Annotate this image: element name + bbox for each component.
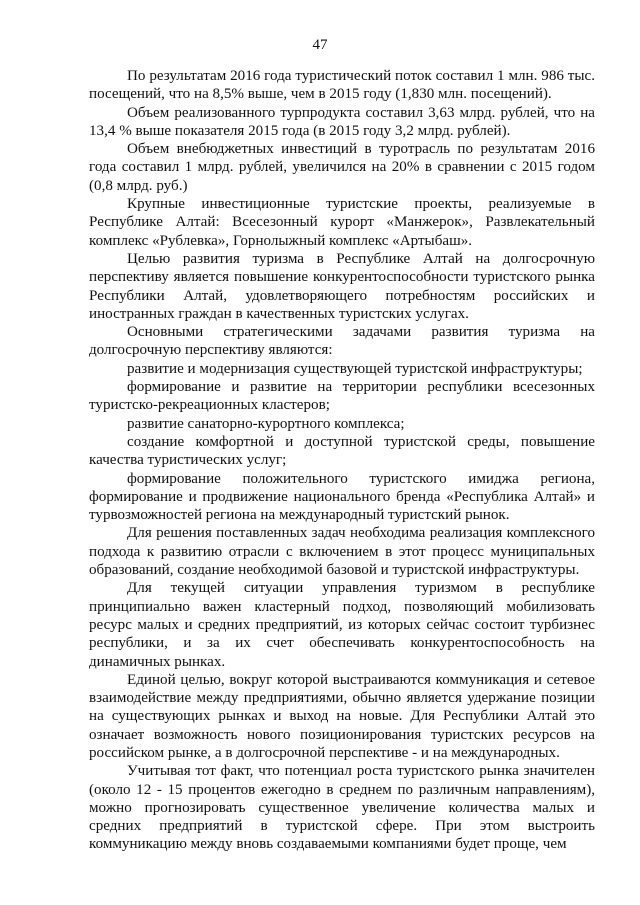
paragraph-development-goal: Целью развития туризма в Республике Алтай на долгосрочную перспективу является повышение конкурентоспособности туристского рынка Республики Алтай, удовлетворяющего потребностям российских и иностранных граждан в качественных туристских услугах. [89,250,595,322]
page-number: 47 [312,37,328,53]
paragraph-complex-approach: Для решения поставленных задач необходима реализация комплексного подхода к развитию отрасли с включением в этот процесс муниципальных образований, создание необходимой базовой и туристской инфраструктуры. [89,525,595,579]
paragraph-investment-projects: Крупные инвестиционные туристские проекты, реализуемые в Республике Алтай: Всесезонный курорт «Манжерок», Развлекательный комплекс «Рублевка», Горнолыжный комплекс «Артыбаш». [89,196,595,249]
document-body [89,67,595,854]
paragraph-market-growth: Учитывая тот факт, что потенциал роста туристского рынка значителен (около 12 - 15 процентов ежегодно в среднем по различным направлениям), можно прогнозировать существенное увеличение количества малых и средних предприятий в туристской сфере. При этом выстроить коммуникацию между вновь создаваемыми компаниями будет проще, чем [89,763,595,853]
paragraph-cluster-approach: Для текущей ситуации управления туризмом в республике принципиально важен кластерный подход, позволяющий мобилизовать ресурс малых и средних предприятий, из которых сейчас состоит турбизнес республики, и за их счет обеспечивать конкурентоспособность на динамичных рынках. [89,580,595,670]
paragraph-extrabudgetary-investments: Объем внебюджетных инвестиций в туротрасль по результатам 2016 года составил 1 млрд. рублей, увеличился на 20% в сравнении с 2015 годом (0,8 млрд. руб.) [89,141,595,194]
list-item-image-brand: формирование положительного туристского имиджа региона, формирование и продвижение национального бренда «Республика Алтай» и турвозможностей региона на международный туристский рынок. [89,470,595,524]
list-item-tourist-environment: создание комфортной и доступной туристской среды, повышение качества туристических услуг; [89,433,595,469]
paragraph-tourproduct-volume: Объем реализованного турпродукта составил 3,63 млрд. рублей, что на 13,4 % выше показателя 2015 года (в 2015 году 3,2 млрд. рублей). [89,104,595,139]
list-item-clusters: формирование и развитие на территории республики всесезонных туристско-рекреационных кластеров; [89,379,595,414]
paragraph-strategic-tasks-intro: Основными стратегическими задачами развития туризма на долгосрочную перспективу являются: [89,324,595,359]
paragraph-common-goal: Единой целью, вокруг которой выстраиваются коммуникация и сетевое взаимодействие между предприятиями, обычно является удержание позиции на существующих рынках и выход на новые. Для Республики Алтай это означает возможность нового позиционирования туристских ресурсов на российском рынке, а в долгосрочной перспективе - и на международных. [89,671,595,761]
list-item-infrastructure: развитие и модернизация существующей туристской инфраструктуры; [127,360,583,377]
list-item-sanatorium: развитие санаторно-курортного комплекса; [127,415,405,432]
paragraph-tourist-flow: По результатам 2016 года туристический поток составил 1 млн. 986 тыс. посещений, что на 8,5% выше, чем в 2015 году (1,830 млн. посещений). [89,68,595,103]
